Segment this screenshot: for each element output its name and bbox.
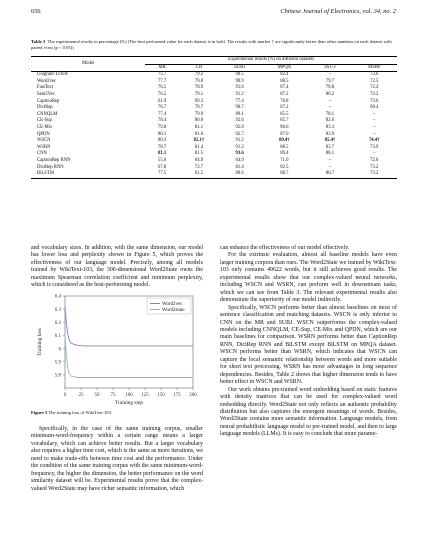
figure5-caption bbox=[31, 410, 203, 416]
result-cell: – bbox=[373, 124, 376, 130]
result-cell: 87.0 bbox=[280, 131, 289, 137]
result-cell: 83.9 bbox=[325, 131, 335, 137]
result-cell: 92.6 bbox=[235, 118, 244, 124]
result-cell: 91.2 bbox=[235, 138, 244, 144]
paragraph: and vocabulary sizes. In addition, with the same dimension, our model has lower loss and perplexity shown in Figure 5, which proves the effectiveness of our language model. Precisely, among all models trained by WikiText-103, the 300-dimensional Word2State owns the maximum Spearman correlation coefficient and minimum perplexity, which is considered as the best-performing model. bbox=[31, 245, 203, 289]
result-cell: 79.2 bbox=[194, 72, 204, 78]
result-cell: 90.5 bbox=[235, 72, 244, 78]
result-cell: 72.5 bbox=[370, 78, 379, 84]
result-cell: 77.5 bbox=[157, 171, 167, 177]
table-row bbox=[31, 118, 397, 125]
result-cell: 80.1 bbox=[157, 131, 167, 137]
result-cell: 80.3 bbox=[157, 138, 167, 144]
result-cell: – bbox=[373, 118, 376, 124]
model-name-cell: CaptionRep RNN bbox=[37, 157, 71, 163]
result-cell: 64.9 bbox=[235, 157, 244, 163]
y-tick-label: 6.4 bbox=[54, 294, 61, 300]
model-name-cell: BiLSTM bbox=[37, 171, 54, 177]
result-cell: 79.8 bbox=[194, 78, 204, 84]
result-cell: 73.6 bbox=[370, 72, 379, 78]
table-row bbox=[31, 138, 397, 145]
result-cell: 73.2 bbox=[370, 171, 379, 177]
table-row bbox=[31, 79, 397, 86]
result-cell: 80.2 bbox=[325, 91, 335, 97]
result-cell: 79.7 bbox=[325, 78, 335, 84]
result-cell: 71.0 bbox=[280, 157, 289, 163]
x-tick-label: 25 bbox=[78, 393, 84, 398]
result-cell: – bbox=[328, 105, 332, 111]
result-cell: – bbox=[373, 111, 376, 117]
result-cell: 81.0 bbox=[194, 131, 204, 137]
result-cell: – bbox=[328, 72, 332, 78]
result-cell: 85.5 bbox=[280, 111, 289, 117]
result-cell: 82.4 bbox=[280, 72, 289, 78]
result-cell: 77.4 bbox=[157, 111, 167, 117]
result-cell: 88.1 bbox=[325, 151, 335, 157]
result-cell: – bbox=[328, 157, 332, 163]
table-row bbox=[31, 145, 397, 152]
result-cell: 91.6 bbox=[235, 85, 244, 91]
result-cell: 88.7 bbox=[280, 171, 289, 177]
result-cell: 81.5 bbox=[194, 171, 204, 177]
result-cell: 81.5 bbox=[194, 151, 204, 157]
result-cell: 93.6 bbox=[235, 151, 244, 157]
table3-caption-text: The experimental results in percentage (%) (The best performed value for each dataset is in bold. The results with marker † are significantly better than other numbers on each dataset with paired t-test (p < 0.05)) bbox=[31, 39, 392, 50]
table-column-header: MR bbox=[158, 64, 166, 70]
result-cell: 78.1 bbox=[325, 111, 335, 117]
model-name-cell: CaptionRep bbox=[37, 98, 60, 104]
table-row bbox=[31, 92, 397, 99]
result-cell: 78.4 bbox=[157, 118, 167, 124]
result-cell: 76.5 bbox=[157, 85, 167, 91]
model-name-cell: DictRep RNN bbox=[37, 164, 64, 170]
table3-caption bbox=[31, 39, 397, 51]
result-cell: 91.2 bbox=[235, 144, 244, 150]
model-name-cell: CNNQLM bbox=[37, 111, 58, 117]
x-tick-label: 175 bbox=[173, 393, 181, 398]
result-cell: 89.4 bbox=[280, 151, 289, 157]
result-cell: 72.4 bbox=[370, 85, 379, 91]
result-cell: 55.0 bbox=[157, 157, 167, 163]
result-cell: 78.8 bbox=[325, 85, 335, 91]
result-cell: 80.0 bbox=[194, 118, 204, 124]
x-tick-label: 150 bbox=[157, 393, 165, 398]
model-name-cell: WSCN bbox=[37, 138, 51, 144]
paragraph: Specifically, in the case of the same training corpus, smaller minimum-word-frequency within a certain range means a larger vocabulary, which can achieve better results. But a larger vocabulary also requires a higher time cost, which is the same as more iterations, we need to make trade-offs between time cost and the performance. Under the condition of the same training corpus with the same minimum-word-frequency, the higher the dimension, the better performance on the word similarity dataset will be. Experimental results prove that the complex-valued Word2State may have richer semantic information, which bbox=[31, 426, 203, 492]
left-column-top-text bbox=[31, 245, 203, 290]
model-name-cell: WSRN bbox=[37, 144, 51, 150]
legend-label: Word2state bbox=[162, 308, 185, 314]
result-cell: 82.5 bbox=[280, 164, 289, 170]
table-column-header: MPQA bbox=[277, 64, 292, 70]
result-cell: 72.7 bbox=[194, 164, 204, 170]
y-tick-label: 5.8 bbox=[54, 373, 61, 379]
result-cell: 67.8 bbox=[157, 164, 167, 170]
y-tick-label: 5.9 bbox=[54, 360, 61, 366]
result-cell: 92.7 bbox=[235, 131, 244, 137]
result-cell: 79.1 bbox=[194, 91, 204, 97]
table-row bbox=[31, 99, 397, 106]
series-line-1 bbox=[65, 335, 193, 377]
result-cell: 68.4 bbox=[370, 105, 379, 111]
figure5-training-loss-chart bbox=[31, 290, 203, 408]
result-cell: 81.4 bbox=[235, 164, 244, 170]
model-name-cell: Sent2Vec bbox=[37, 91, 55, 97]
result-cell: 75.7 bbox=[157, 72, 167, 78]
journal-name: Chinese Journal of Electronics, vol. 34, no. 2 bbox=[280, 8, 396, 15]
result-cell: 69.3 bbox=[194, 98, 204, 104]
result-cell: 88.5 bbox=[280, 78, 289, 84]
result-cell: 83.3 bbox=[325, 124, 335, 130]
result-cell: 76.7 bbox=[157, 105, 167, 111]
table-row bbox=[31, 158, 397, 165]
result-cell: – bbox=[373, 151, 376, 157]
result-cell: 91.2 bbox=[235, 91, 244, 97]
result-cell: 90.9 bbox=[235, 78, 244, 84]
result-cell: 85.7 bbox=[280, 118, 289, 124]
result-cell: 73.9 bbox=[370, 144, 379, 150]
result-cell: 61.9 bbox=[157, 98, 167, 104]
paragraph: Our work obtains pre-trained word embedding based on static features with density matrices that can be used for complex-valued word embedding directly. Word2State not only reflects an authentic probability distribution but also captures the emergent meanings of words. Besides, Word2State contains more semantic information. Language models, from neural probabilistic language model to pre-trained model, and then to large language models (LLMs). It is easy to conclude that more parame- bbox=[220, 386, 397, 438]
result-cell: 89.6 bbox=[235, 171, 244, 177]
result-cell: 85.4† bbox=[324, 138, 336, 144]
table-column-header: SST-2 bbox=[324, 64, 336, 70]
y-tick-label: 6.1 bbox=[54, 334, 61, 340]
table-group-header: Experimental results (%) on different datasets bbox=[145, 57, 397, 65]
paragraph: can enhance the effectiveness of our model effectively. bbox=[220, 245, 350, 251]
result-cell: 89.4† bbox=[279, 138, 290, 144]
result-cell: 89.1 bbox=[235, 111, 244, 117]
page-number: 656 bbox=[31, 8, 41, 15]
x-tick-label: 75 bbox=[110, 393, 116, 398]
loss-chart-svg bbox=[31, 290, 203, 408]
figure5-label: Figure 5 bbox=[31, 410, 48, 415]
table-column-header: CR bbox=[195, 64, 203, 70]
table-row bbox=[31, 125, 397, 132]
result-cell: 79.8 bbox=[157, 124, 167, 130]
model-name-cell: QPDN bbox=[37, 131, 50, 137]
table-row bbox=[31, 105, 397, 112]
result-cell: 73.6 bbox=[370, 98, 379, 104]
table-row bbox=[31, 85, 397, 92]
model-name-cell: CE-Mix bbox=[37, 124, 53, 130]
left-column-bottom-text bbox=[31, 426, 203, 493]
model-name-cell: Unigram-TFIDF bbox=[37, 72, 69, 78]
table-column-header: MSRP bbox=[367, 64, 381, 70]
y-axis-label: Training loss bbox=[37, 328, 43, 356]
result-cell: 81.1 bbox=[157, 151, 167, 157]
result-cell: 76.5 bbox=[157, 91, 167, 97]
table-row bbox=[31, 112, 397, 119]
result-cell: 74.4† bbox=[368, 138, 380, 144]
result-cell: – bbox=[373, 131, 376, 137]
y-tick-label: 6.2 bbox=[54, 320, 61, 326]
result-cell: 88.5 bbox=[280, 144, 289, 150]
result-cell: 81.1 bbox=[194, 124, 204, 130]
figure5-caption-text: The training loss of WikiText-103. bbox=[47, 410, 113, 415]
result-cell: 87.2 bbox=[280, 91, 289, 97]
x-tick-label: 125 bbox=[141, 393, 149, 398]
result-cell: 70.8 bbox=[280, 98, 289, 104]
result-cell: 73.2 bbox=[370, 164, 379, 170]
legend-label: Word2vec bbox=[162, 302, 183, 308]
table3-label: Table 3 bbox=[31, 39, 46, 44]
model-name-cell: FastText bbox=[37, 85, 54, 91]
paragraph: For the extrinsic evaluation, almost all baseline models have even larger training corpora than ours. The Word2State we trained by WikiText-103 only contains 49622 words, but it still achieves good results. The experimental results show that our complex-valued neural networks, including WSCN and WSRN, can preform well in downstream tasks, which we can see from Table 3. The relevant experimental results also demonstrate the superiority of our model indirectly. bbox=[220, 252, 397, 304]
y-tick-label: 6 bbox=[58, 347, 61, 353]
result-cell: 78.9 bbox=[194, 85, 204, 91]
x-axis-label: Training step bbox=[115, 400, 143, 406]
right-column-text bbox=[220, 245, 397, 439]
table-column-header: SUBJ bbox=[234, 64, 246, 70]
paragraph: Specifically, WSCN performs better than almost baselines on most of sentence classification and matching datasets. WSCN is only inferior to CNN on the MR and SUBJ. WSCN outperforms the complex-valued models including CNNQLM, CE-Sup, CE-Mix and QPDN, which are our main baselines for comparison. WSRN performs better than CaptionRep RNN, DictRep RNN and BiLSTM except BiLSTM on MPQA dataset. WSCN performs better than WSRN, which indicates that WSCN can capture the local semantic relationship between words and more suitable for short text processing. WSRN has more advantages in long sequence dependencies. Besides, Table 2 shows that higher dimension tends to have better effect in WSCN and WSRN. bbox=[220, 304, 397, 386]
result-cell: 64.9 bbox=[194, 157, 204, 163]
result-cell: 77.7 bbox=[157, 78, 167, 84]
result-cell: 82.6 bbox=[325, 118, 335, 124]
model-name-cell: CE-Sup bbox=[37, 118, 52, 124]
result-cell: 92.8 bbox=[235, 124, 244, 130]
result-cell: – bbox=[328, 98, 332, 104]
table-row bbox=[31, 165, 397, 172]
model-name-cell: CNN bbox=[37, 151, 47, 157]
table-row bbox=[31, 171, 397, 178]
result-cell: 82.1† bbox=[193, 138, 205, 144]
result-cell: 87.2 bbox=[280, 105, 289, 111]
x-tick-label: 50 bbox=[94, 393, 100, 398]
result-cell: 80.7 bbox=[325, 171, 335, 177]
result-cell: 78.7 bbox=[157, 144, 167, 150]
table-row bbox=[31, 151, 397, 158]
x-tick-label: 200 bbox=[189, 393, 197, 398]
running-header bbox=[31, 8, 396, 18]
x-tick-label: 0 bbox=[63, 393, 67, 398]
results-table bbox=[31, 56, 397, 179]
table-model-header: Model bbox=[31, 57, 145, 72]
result-cell: 81.4 bbox=[194, 144, 204, 150]
result-cell: 87.4 bbox=[280, 85, 289, 91]
y-tick-label: 6.3 bbox=[54, 307, 61, 313]
result-cell: 83.7 bbox=[325, 144, 335, 150]
model-name-cell: Word2vec bbox=[37, 78, 57, 84]
result-cell: 86.6 bbox=[280, 124, 289, 130]
result-cell: 78.7 bbox=[194, 105, 204, 111]
result-cell: 79.9 bbox=[194, 111, 204, 117]
result-cell: 72.2 bbox=[370, 91, 379, 97]
model-name-cell: DictRep bbox=[37, 105, 53, 111]
table-row bbox=[31, 72, 397, 79]
result-cell: 77.4 bbox=[235, 98, 244, 104]
x-tick-label: 100 bbox=[125, 393, 133, 398]
result-cell: 90.7 bbox=[235, 105, 244, 111]
table-row bbox=[31, 132, 397, 139]
result-cell: – bbox=[328, 164, 332, 170]
result-cell: 72.6 bbox=[370, 157, 379, 163]
